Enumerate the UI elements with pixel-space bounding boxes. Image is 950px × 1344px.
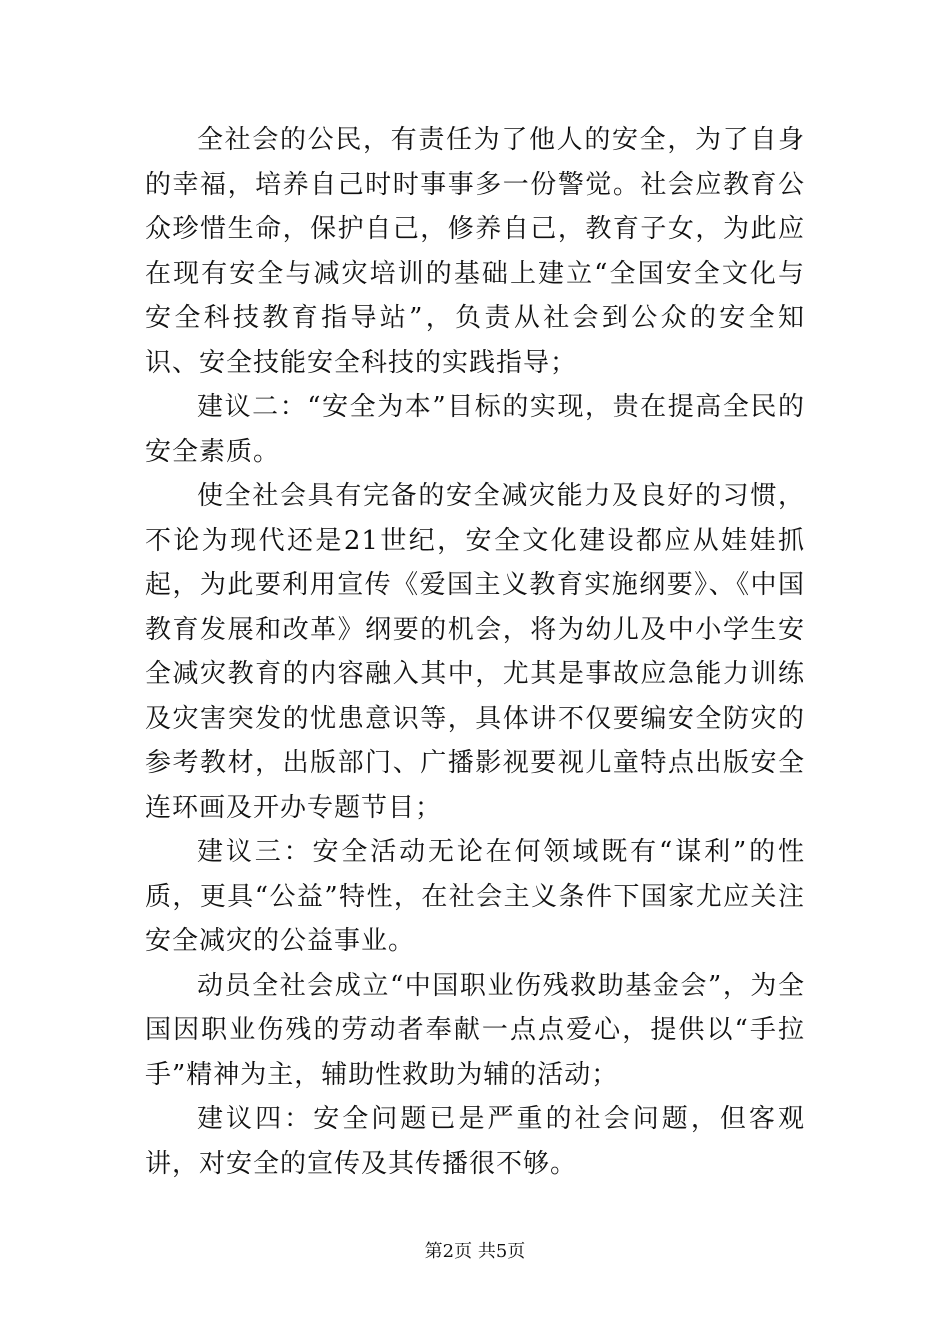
paragraph-5: 动员全社会成立“中国职业伤残救助基金会”，为全国因职业伤残的劳动者奉献一点点爱心，提供以“手拉手”精神为主，辅助性救助为辅的活动； [145, 970, 805, 1090]
paragraph-2: 建议二：“安全为本”目标的实现，贵在提高全民的安全素质。 [145, 392, 805, 467]
document-body [145, 118, 805, 1186]
paragraph-3: 使全社会具有完备的安全减灾能力及良好的习惯，不论为现代还是21世纪，安全文化建设都应从娃娃抓起，为此要利用宣传《爱国主义教育实施纲要》、《中国教育发展和改革》纲要的机会，将为幼儿及中小学生安全减灾教育的内容融入其中，尤其是事故应急能力训练及灾害突发的忧患意识等，具体讲不仅要编安全防灾的参考教材，出版部门、广播影视要视儿童特点出版安全连环画及开办专题节目； [145, 481, 805, 823]
paragraph-1: 全社会的公民，有责任为了他人的安全，为了自身的幸福，培养自己时时事事多一份警觉。社会应教育公众珍惜生命，保护自己，修养自己，教育子女，为此应在现有安全与减灾培训的基础上建立“全国安全文化与安全科技教育指导站”，负责从社会到公众的安全知识、安全技能安全科技的实践指导； [145, 125, 805, 378]
paragraph-4: 建议三：安全活动无论在何领域既有“谋利”的性质，更具“公益”特性，在社会主义条件下国家尤应关注安全减灾的公益事业。 [145, 837, 805, 956]
page-footer: 第2页 共5页 [424, 1241, 526, 1262]
paragraph-6: 建议四：安全问题已是严重的社会问题，但客观讲，对安全的宣传及其传播很不够。 [145, 1104, 805, 1179]
